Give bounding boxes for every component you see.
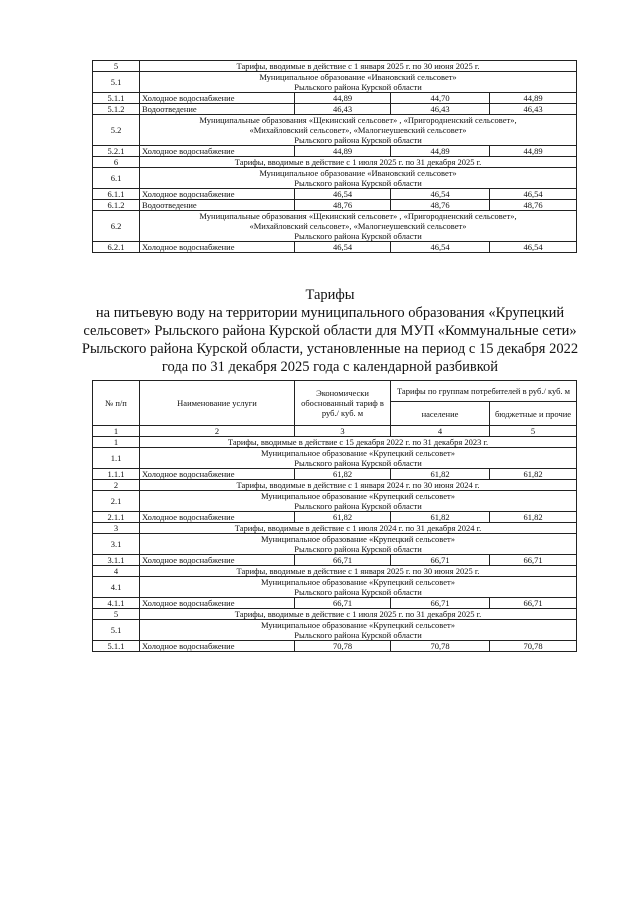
municipality-line: Муниципальные образования «Щекинский сельсовет» , «Пригородненский сельсовет», — [199, 115, 517, 125]
row-number: 5 — [93, 61, 140, 72]
heading-line: Тарифы — [305, 287, 355, 303]
table-row — [93, 577, 577, 598]
econ-tariff-value: 46,43 — [295, 104, 391, 115]
municipality-line: Муниципальное образование «Ивановский сельсовет» — [259, 72, 457, 82]
econ-tariff-value: 44,89 — [295, 146, 391, 157]
budget-tariff-value: 61,82 — [490, 469, 577, 480]
municipality-cell — [140, 577, 577, 598]
municipality-cell — [140, 620, 577, 641]
row-number: 5.1.1 — [93, 93, 140, 104]
municipality-line: Рыльского района Курской области — [294, 178, 422, 188]
service-name: Холодное водоснабжение — [140, 555, 295, 566]
colnum-cell: 5 — [490, 426, 577, 437]
table-row — [93, 491, 577, 512]
row-number: 4.1.1 — [93, 598, 140, 609]
table-row — [93, 72, 577, 93]
budget-tariff-value: 46,54 — [490, 242, 577, 253]
row-number: 5.1 — [93, 72, 140, 93]
header-service: Наименование услуги — [140, 381, 295, 426]
service-name: Холодное водоснабжение — [140, 93, 295, 104]
population-tariff-value: 61,82 — [391, 469, 490, 480]
header-econ-tariff: Экономически обоснованный тариф в руб./ куб. м — [295, 381, 391, 426]
row-number: 6.1 — [93, 168, 140, 189]
service-name: Холодное водоснабжение — [140, 512, 295, 523]
header-num: № п/п — [93, 381, 140, 426]
row-number: 5.1.1 — [93, 641, 140, 652]
row-number: 3.1.1 — [93, 555, 140, 566]
table-row — [93, 242, 577, 253]
municipality-cell — [140, 534, 577, 555]
heading-line: сельсовет» Рыльского района Курской области для МУП «Коммунальные сети» — [83, 323, 577, 339]
municipality-line: Рыльского района Курской области — [294, 82, 422, 92]
table-row — [93, 620, 577, 641]
municipality-line: Муниципальное образование «Крупецкий сельсовет» — [261, 491, 455, 501]
row-number: 3.1 — [93, 534, 140, 555]
colnum-cell: 4 — [391, 426, 490, 437]
row-number: 5.1.2 — [93, 104, 140, 115]
table-row — [93, 523, 577, 534]
row-number: 5.1 — [93, 620, 140, 641]
table-row — [93, 437, 577, 448]
service-name: Водоотведение — [140, 104, 295, 115]
municipality-line: Рыльского района Курской области — [294, 135, 422, 145]
row-number: 6.2.1 — [93, 242, 140, 253]
row-number: 3 — [93, 523, 140, 534]
row-number: 6 — [93, 157, 140, 168]
econ-tariff-value: 66,71 — [295, 598, 391, 609]
section-period: Тарифы, вводимые в действие с 1 января 2024 г. по 30 июня 2024 г. — [140, 480, 577, 491]
municipality-cell — [140, 211, 577, 242]
header-population: население — [391, 402, 490, 426]
table-row — [93, 566, 577, 577]
tariff-table-krupetsky — [92, 380, 577, 652]
table-row — [93, 555, 577, 566]
municipality-line: Муниципальное образование «Крупецкий сельсовет» — [261, 448, 455, 458]
municipality-cell — [140, 168, 577, 189]
table-row — [93, 200, 577, 211]
population-tariff-value: 46,54 — [391, 242, 490, 253]
budget-tariff-value: 48,76 — [490, 200, 577, 211]
heading-line: Рыльского района Курской области, установленные на период с 15 декабря 2022 — [81, 341, 579, 357]
municipality-line: Муниципальное образование «Крупецкий сельсовет» — [261, 620, 455, 630]
row-number: 1.1 — [93, 448, 140, 469]
row-number: 5.2.1 — [93, 146, 140, 157]
table-row — [93, 61, 577, 72]
table-row — [93, 157, 577, 168]
econ-tariff-value: 61,82 — [295, 469, 391, 480]
section-period: Тарифы, вводимые в действие с 15 декабря 2022 г. по 31 декабря 2023 г. — [140, 437, 577, 448]
table-row — [93, 512, 577, 523]
service-name: Холодное водоснабжение — [140, 469, 295, 480]
municipality-line: Рыльского района Курской области — [294, 587, 422, 597]
colnum-cell: 3 — [295, 426, 391, 437]
budget-tariff-value: 46,43 — [490, 104, 577, 115]
budget-tariff-value: 70,78 — [490, 641, 577, 652]
service-name: Водоотведение — [140, 200, 295, 211]
municipality-line: Рыльского района Курской области — [294, 544, 422, 554]
budget-tariff-value: 46,54 — [490, 189, 577, 200]
municipality-line: Муниципальное образование «Крупецкий сельсовет» — [261, 577, 455, 587]
row-number: 2 — [93, 480, 140, 491]
header-budget: бюджетные и прочие — [490, 402, 577, 426]
row-number: 2.1.1 — [93, 512, 140, 523]
table-row — [93, 469, 577, 480]
population-tariff-value: 44,89 — [391, 146, 490, 157]
table-row — [93, 211, 577, 242]
population-tariff-value: 66,71 — [391, 555, 490, 566]
econ-tariff-value: 46,54 — [295, 242, 391, 253]
table-row — [93, 609, 577, 620]
heading-line: на питьевую воду на территории муниципального образования «Крупецкий — [95, 305, 565, 321]
header-consumer-groups: Тарифы по группам потребителей в руб./ куб. м — [391, 381, 577, 402]
municipality-line: Муниципальное образование «Ивановский сельсовет» — [259, 168, 457, 178]
section-period: Тарифы, вводимые в действие с 1 июля 2025 г. по 31 декабря 2025 г. — [140, 609, 577, 620]
table-row — [93, 189, 577, 200]
population-tariff-value: 66,71 — [391, 598, 490, 609]
row-number: 1.1.1 — [93, 469, 140, 480]
municipality-line: Муниципальное образование «Крупецкий сельсовет» — [261, 534, 455, 544]
budget-tariff-value: 61,82 — [490, 512, 577, 523]
row-number: 4 — [93, 566, 140, 577]
table-row — [93, 480, 577, 491]
table-row — [93, 146, 577, 157]
service-name: Холодное водоснабжение — [140, 242, 295, 253]
service-name: Холодное водоснабжение — [140, 641, 295, 652]
budget-tariff-value: 44,89 — [490, 146, 577, 157]
econ-tariff-value: 46,54 — [295, 189, 391, 200]
municipality-line: «Михайловский сельсовет», «Малогнеушевский сельсовет» — [249, 125, 467, 135]
population-tariff-value: 46,54 — [391, 189, 490, 200]
table-row — [93, 448, 577, 469]
econ-tariff-value: 44,89 — [295, 93, 391, 104]
econ-tariff-value: 70,78 — [295, 641, 391, 652]
budget-tariff-value: 66,71 — [490, 555, 577, 566]
row-number: 4.1 — [93, 577, 140, 598]
table-row — [93, 534, 577, 555]
budget-tariff-value: 66,71 — [490, 598, 577, 609]
municipality-line: Рыльского района Курской области — [294, 231, 422, 241]
colnum-cell: 1 — [93, 426, 140, 437]
municipality-cell — [140, 115, 577, 146]
table-row — [93, 168, 577, 189]
econ-tariff-value: 48,76 — [295, 200, 391, 211]
municipality-line: «Михайловский сельсовет», «Малогнеушевский сельсовет» — [249, 221, 467, 231]
row-number: 5 — [93, 609, 140, 620]
colnum-cell: 2 — [140, 426, 295, 437]
row-number: 6.1.1 — [93, 189, 140, 200]
table-row — [93, 93, 577, 104]
budget-tariff-value: 44,89 — [490, 93, 577, 104]
row-number: 5.2 — [93, 115, 140, 146]
service-name: Холодное водоснабжение — [140, 598, 295, 609]
econ-tariff-value: 66,71 — [295, 555, 391, 566]
municipality-line: Рыльского района Курской области — [294, 630, 422, 640]
tariff-table-top — [92, 60, 577, 253]
section-period: Тарифы, вводимые в действие с 1 июля 2025 г. по 31 декабря 2025 г. — [140, 157, 577, 168]
tariffs-heading — [80, 286, 580, 376]
service-name: Холодное водоснабжение — [140, 189, 295, 200]
row-number: 1 — [93, 437, 140, 448]
section-period: Тарифы, вводимые в действие с 1 января 2025 г. по 30 июня 2025 г. — [140, 566, 577, 577]
table-row — [93, 641, 577, 652]
section-period: Тарифы, вводимые в действие с 1 июля 2024 г. по 31 декабря 2024 г. — [140, 523, 577, 534]
table-row — [93, 104, 577, 115]
municipality-line: Рыльского района Курской области — [294, 458, 422, 468]
heading-line: года по 31 декабря 2025 года с календарной разбивкой — [161, 359, 499, 375]
municipality-line: Рыльского района Курской области — [294, 501, 422, 511]
row-number: 2.1 — [93, 491, 140, 512]
row-number: 6.1.2 — [93, 200, 140, 211]
row-number: 6.2 — [93, 211, 140, 242]
population-tariff-value: 48,76 — [391, 200, 490, 211]
municipality-cell — [140, 448, 577, 469]
population-tariff-value: 70,78 — [391, 641, 490, 652]
municipality-cell — [140, 72, 577, 93]
service-name: Холодное водоснабжение — [140, 146, 295, 157]
table-row — [93, 115, 577, 146]
econ-tariff-value: 61,82 — [295, 512, 391, 523]
municipality-line: Муниципальные образования «Щекинский сельсовет» , «Пригородненский сельсовет», — [199, 211, 517, 221]
table-row — [93, 598, 577, 609]
municipality-cell — [140, 491, 577, 512]
section-period: Тарифы, вводимые в действие с 1 января 2025 г. по 30 июня 2025 г. — [140, 61, 577, 72]
population-tariff-value: 61,82 — [391, 512, 490, 523]
population-tariff-value: 46,43 — [391, 104, 490, 115]
population-tariff-value: 44,70 — [391, 93, 490, 104]
